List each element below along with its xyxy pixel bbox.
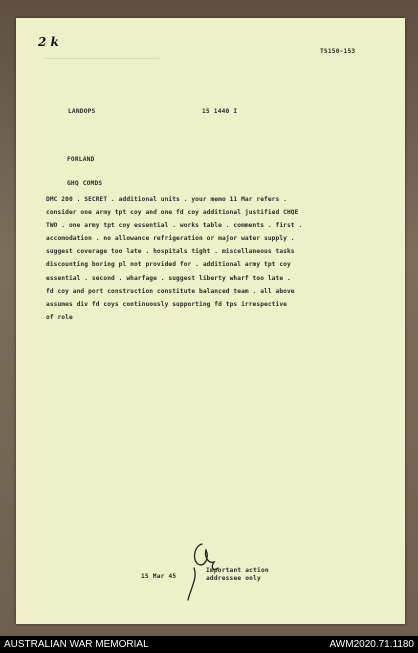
reference-number: TS150-153 xyxy=(320,48,356,55)
body-line: assumes div fd coys continuously supporting fd tps irrespective xyxy=(46,300,287,308)
body-line: DMC 200 . SECRET . additional units . your memo 11 Mar refers . xyxy=(46,196,287,203)
faded-rule xyxy=(44,58,159,59)
message-body xyxy=(46,193,302,324)
faded-letterhead xyxy=(134,40,274,52)
body-line: essential . second . wharfage . suggest liberty wharf too late . xyxy=(46,274,291,282)
handwritten-mark: 2 k xyxy=(38,35,59,49)
body-line: TWO . one army tpt coy essential . works table . comments . first . xyxy=(46,222,303,230)
archive-name: AUSTRALIAN WAR MEMORIAL xyxy=(4,639,149,650)
body-line: of role xyxy=(46,313,73,321)
body-line: fd coy and port construction constitute balanced team . all above xyxy=(46,287,295,295)
handling-note-line-1: Important action xyxy=(206,567,269,574)
body-line: consider one army tpt coy and one fd coy additional justified CHQE xyxy=(46,209,299,217)
archive-footer-bar xyxy=(0,636,418,653)
date-time-group: 15 1440 I xyxy=(202,108,238,115)
body-line: discounting boring pl not provided for . additional army tpt coy xyxy=(46,261,291,269)
message-date: 15 Mar 45 xyxy=(141,573,177,580)
accession-number: AWM2020.71.1180 xyxy=(329,639,414,650)
body-line: suggest coverage too late . hospitals tight . miscellaneous tasks xyxy=(46,248,295,256)
info-addressee: GHQ COMDS xyxy=(67,180,103,187)
document-sheet xyxy=(16,18,405,624)
handling-note-line-2: addressee only xyxy=(206,575,261,582)
body-line: accomodation . no allowance refrigeration or major water supply . xyxy=(46,235,295,243)
addressee: FORLAND xyxy=(67,156,95,163)
sender: LANDOPS xyxy=(68,108,96,115)
